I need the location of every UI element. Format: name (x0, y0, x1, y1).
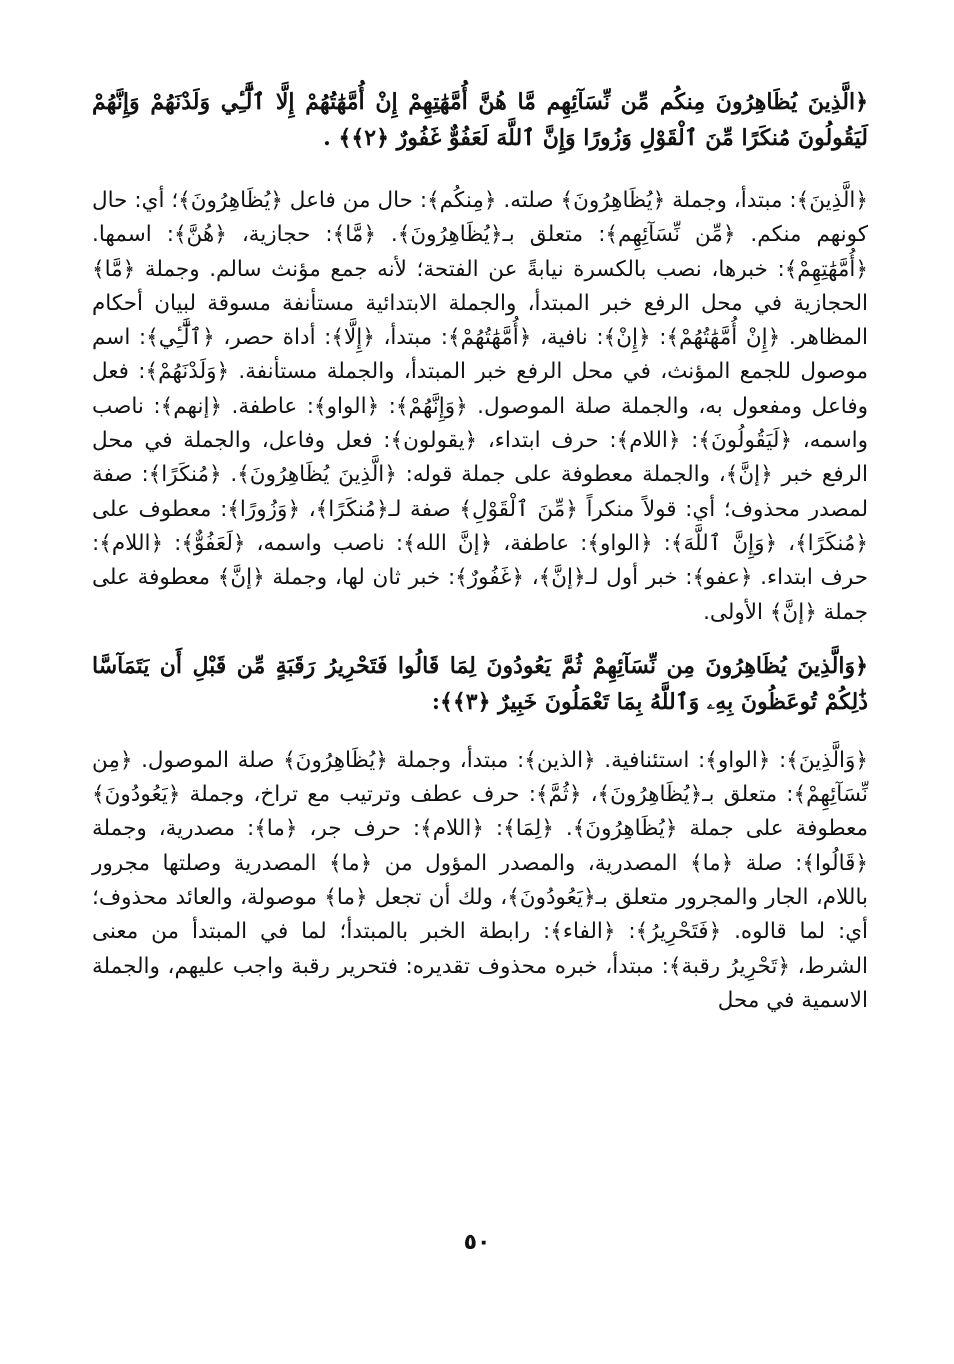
page-body (92, 84, 868, 1018)
commentary-paragraph-1: ﴿الَّذِينَ﴾: مبتدأ، وجملة ﴿يُظَاهِرُونَ﴾ صلته. ﴿مِنكُم﴾: حال من فاعل ﴿يُظَاهِرُونَ﴾؛ أي: حال كونهم منكم. ﴿مِّن نِّسَآئِهِم﴾: متعلق بـ﴿يُظَاهِرُونَ﴾. ﴿مَّا﴾: حجازية، ﴿هُنَّ﴾: اسمها. ﴿أُمَّهَٰتِهِمْ﴾: خبرها، نصب بالكسرة نيابةً عن الفتحة؛ لأنه جمع مؤنث سالم. وجملة ﴿مَّا﴾ الحجازية في محل الرفع خبر المبتدأ، والجملة الابتدائية مستأنفة مسوقة لبيان أحكام المظاهر. ﴿إِنْ أُمَّهَٰتُهُمْ﴾: ﴿إِنْ﴾: نافية، ﴿أُمَّهَٰتُهُمْ﴾: مبتدأ، ﴿إِلَّا﴾: أداة حصر، ﴿ٱلَّٰٓـِٔي﴾: اسم موصول للجمع المؤنث، في محل الرفع خبر المبتدأ، والجملة مستأنفة. ﴿وَلَدْنَهُمْ﴾: فعل وفاعل ومفعول به، والجملة صلة الموصول. ﴿وَإِنَّهُمْ﴾: ﴿الواو﴾: عاطفة. ﴿إنهم﴾: ناصب واسمه، ﴿لَيَقُولُونَ﴾: ﴿اللام﴾: حرف ابتداء، ﴿يقولون﴾: فعل وفاعل، والجملة في محل الرفع خبر ﴿إنَّ﴾، والجملة معطوفة على جملة قوله: ﴿الَّذِينَ يُظَاهِرُونَ﴾. ﴿مُنكَرًا﴾: صفة لمصدر محذوف؛ أي: قولاً منكراً ﴿مِّنَ ٱلْقَوْلِ﴾ صفة لـ﴿مُنكَرًا﴾، ﴿وَزُورًا﴾: معطوف على ﴿مُنكَرًا﴾، ﴿وَإِنَّ ٱللَّهَ﴾: ﴿الواو﴾: عاطفة، ﴿إنَّ الله﴾: ناصب واسمه، ﴿لَعَفُوٌّ﴾: ﴿اللام﴾: حرف ابتداء. ﴿عفو﴾: خبر أول لـ﴿إنَّ﴾، ﴿غَفُورٌ﴾: خبر ثان لها، وجملة ﴿إنَّ﴾ معطوفة على جملة ﴿إنَّ﴾ الأولى. (92, 188, 868, 625)
quran-verse-1: ﴿الَّذِينَ يُظَاهِرُونَ مِنكُم مِّن نِّسَآئِهِم مَّا هُنَّ أُمَّهَٰتِهِمْ إِنْ أُمَّهَٰتُهُمْ إِلَّا ٱلَّٰٓـِٔي وَلَدْنَهُمْ وَإِنَّهُمْ لَيَقُولُونَ مُنكَرًا مِّنَ ٱلْقَوْلِ وَزُورًا وَإِنَّ ٱللَّهَ لَعَفُوٌّ غَفُورٌ ﴿٢﴾﴾ . (92, 89, 868, 151)
quran-verse-2: ﴿وَالَّذِينَ يُظَاهِرُونَ مِن نِّسَآئِهِمْ ثُمَّ يَعُودُونَ لِمَا قَالُوا فَتَحْرِيرُ رَقَبَةٍ مِّن قَبْلِ أَن يَتَمَآسَّا ذَٰلِكُمْ تُوعَظُونَ بِهِۦ وَٱللَّهُ بِمَا تَعْمَلُونَ خَبِيرٌ ﴿٣﴾﴾: (92, 652, 868, 715)
commentary-paragraph-2: ﴿وَالَّذِينَ﴾: ﴿الواو﴾: استئنافية. ﴿الذين﴾: مبتدأ، وجملة ﴿يُظَاهِرُونَ﴾ صلة الموصول. ﴿مِن نِّسَآئِهِمْ﴾: متعلق بـ﴿يُظَاهِرُونَ﴾، ﴿ثُمَّ﴾: حرف عطف وترتيب مع تراخ، وجملة ﴿يَعُودُونَ﴾ معطوفة على جملة ﴿يُظَاهِرُونَ﴾. ﴿لِمَا﴾: ﴿اللام﴾: حرف جر، ﴿ما﴾: مصدرية، وجملة ﴿قَالُوا﴾: صلة ﴿ما﴾ المصدرية، والمصدر المؤول من ﴿ما﴾ المصدرية وصلتها مجرور باللام، الجار والمجرور متعلق بـ﴿يَعُودُونَ﴾، ولك أن تجعل ﴿ما﴾ موصولة، والعائد محذوف؛ أي: لما قالوه. ﴿فَتَحْرِيرُ﴾: ﴿الفاء﴾: رابطة الخبر بالمبتدأ؛ لما في المبتدأ من معنى الشرط، ﴿تَحْرِيرُ رقبة﴾: مبتدأ، خبره محذوف تقديره: فتحرير رقبة واجب عليهم، والجملة الاسمية في محل (92, 747, 868, 1013)
page-number: ٥٠ (463, 1230, 491, 1255)
